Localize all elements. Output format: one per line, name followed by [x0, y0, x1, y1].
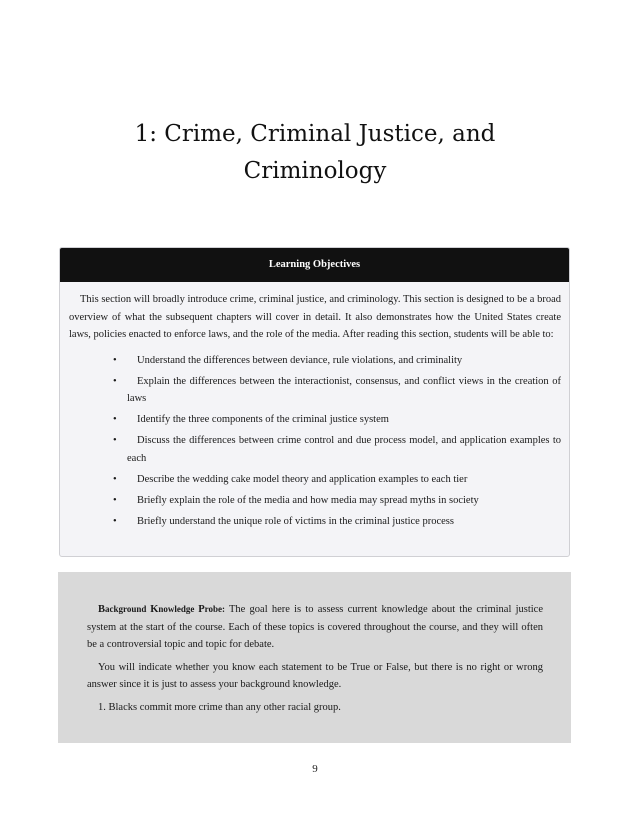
probe-paragraph-1: [87, 601, 543, 654]
objective-item: [113, 432, 561, 467]
bullet-icon: •: [113, 414, 117, 426]
objective-text: Explain the differences between the interactionist, consensus, and conflict views in the creation of laws: [127, 375, 561, 405]
bullet-icon: •: [113, 354, 117, 366]
learning-objectives-box: [59, 247, 570, 557]
probe-label-initial-p: P: [198, 604, 205, 615]
learning-objectives-heading: Learning Objectives: [60, 248, 569, 282]
objective-text: Understand the differences between deviance, rule violations, and criminality: [137, 354, 463, 366]
chapter-title-line1: 1: Crime, Criminal Justice, and: [134, 121, 496, 147]
probe-label: [98, 604, 225, 615]
probe-paragraph-1-text: The goal here is to assess current knowledge about the criminal justice system at the start of the course. Each of these topics is covered throughout the course, and they will often be a controversial topic and topic for debate.: [87, 604, 543, 650]
probe-label-part-1: ackground: [105, 604, 151, 614]
probe-label-initial-k: K: [150, 604, 159, 615]
probe-label-part-3: robe:: [204, 604, 225, 614]
bullet-icon: •: [113, 516, 117, 528]
page-number: 9: [312, 763, 318, 775]
learning-objectives-body: [60, 282, 569, 531]
objective-text: Briefly explain the role of the media and how media may spread myths in society: [137, 494, 479, 506]
bullet-icon: •: [113, 494, 117, 506]
probe-paragraph-2: You will indicate whether you know each statement to be True or False, but there is no right or wrong answer since it is just to assess your background knowledge.: [87, 661, 543, 690]
probe-label-initial-b: B: [98, 604, 106, 615]
objective-text: Identify the three components of the criminal justice system: [137, 414, 389, 426]
chapter-title: [60, 116, 570, 190]
objective-item: [113, 513, 561, 531]
bullet-icon: •: [113, 375, 117, 387]
objective-text: Discuss the differences between crime control and due process model, and application examples to each: [127, 435, 561, 464]
background-knowledge-probe-box: [58, 572, 571, 743]
bullet-icon: •: [113, 473, 117, 485]
objective-text: Briefly understand the unique role of victims in the criminal justice process: [137, 516, 454, 528]
objective-item: [113, 492, 561, 510]
objective-item: [113, 373, 561, 408]
objective-item: [113, 411, 561, 429]
learning-objectives-intro: This section will broadly introduce crime, criminal justice, and criminology. This section is designed to be a broad overview of what the subsequent chapters will cover in detail. It also demonstrates how the United States create laws, policies enacted to enforce laws, and the role of the media. After reading this section, students will be able to:: [69, 294, 561, 340]
objective-text: Describe the wedding cake model theory and application examples to each tier: [137, 473, 468, 485]
chapter-title-line2: Criminology: [243, 158, 387, 184]
probe-statement-1: 1. Blacks commit more crime than any other racial group.: [98, 701, 341, 713]
bullet-icon: •: [113, 435, 117, 447]
probe-label-part-2: nowledge: [158, 604, 199, 614]
objective-item: [113, 471, 561, 489]
learning-objectives-list: [69, 352, 561, 531]
objective-item: [113, 352, 561, 370]
